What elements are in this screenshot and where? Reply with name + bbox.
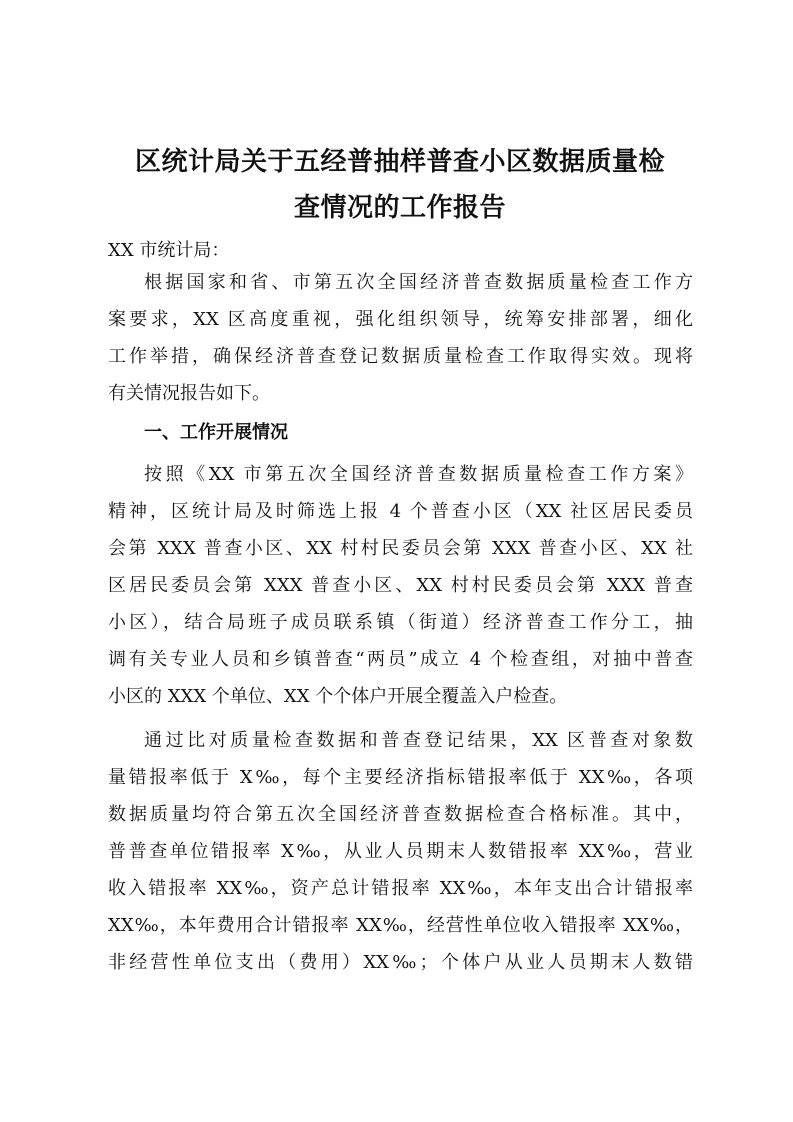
paragraph-3-line: 普普查单位错报率 X‰，从业人员期末人数错报率 XX‰，营业: [108, 841, 693, 862]
paragraph-1-line: 有关情况报告如下。: [108, 383, 270, 404]
paragraph-2-line: 区居民委员会第 XXX 普查小区、XX 村村民委员会第 XXX 普查: [108, 575, 693, 596]
paragraph-2-line: 调有关专业人员和乡镇普查“两员”成立 4 个检查组，对抽中普查: [108, 649, 693, 670]
paragraph-3-line: 非经营性单位支出（费用）XX‰；个体户从业人员期末人数错: [108, 952, 693, 973]
paragraph-3-line: XX‰，本年费用合计错报率 XX‰，经营性单位收入错报率 XX‰，: [108, 915, 693, 936]
salutation: XX 市统计局：: [108, 240, 230, 261]
paragraph-3-line: 数据质量均符合第五次全国经济普查数据检查合格标准。其中，: [108, 804, 693, 825]
paragraph-2-line: 小区的 XXX 个单位、XX 个个体户开展全覆盖入户检查。: [108, 686, 568, 707]
document-title-line-2: 查情况的工作报告: [293, 193, 506, 223]
paragraph-3-line: 收入错报率 XX‰，资产总计错报率 XX‰，本年支出合计错报率: [108, 878, 693, 899]
paragraph-2-line: 小区），结合局班子成员联系镇（街道）经济普查工作分工，抽: [108, 612, 693, 633]
paragraph-1-line: 工作举措，确保经济普查登记数据质量检查工作取得实效。现将: [108, 346, 693, 367]
paragraph-1-line: 案要求，XX 区高度重视，强化组织领导，统筹安排部署，细化: [108, 309, 693, 330]
paragraph-2-line: 按照《XX 市第五次全国经济普查数据质量检查工作方案》: [144, 464, 693, 485]
paragraph-3-line: 量错报率低于 X‰，每个主要经济指标错报率低于 XX‰，各项: [108, 767, 693, 788]
paragraph-2-line: 会第 XXX 普查小区、XX 村村民委员会第 XXX 普查小区、XX 社: [108, 538, 693, 559]
paragraph-3-line: 通过比对质量检查数据和普查登记结果，XX 区普查对象数: [144, 730, 693, 751]
paragraph-1-line: 根据国家和省、市第五次全国经济普查数据质量检查工作方: [144, 272, 693, 293]
section-heading: 一、工作开展情况: [144, 422, 288, 443]
document-title-line-1: 区统计局关于五经普抽样普查小区数据质量检: [134, 147, 665, 177]
paragraph-2-line: 精神，区统计局及时筛选上报 4 个普查小区（XX 社区居民委员: [108, 501, 693, 522]
